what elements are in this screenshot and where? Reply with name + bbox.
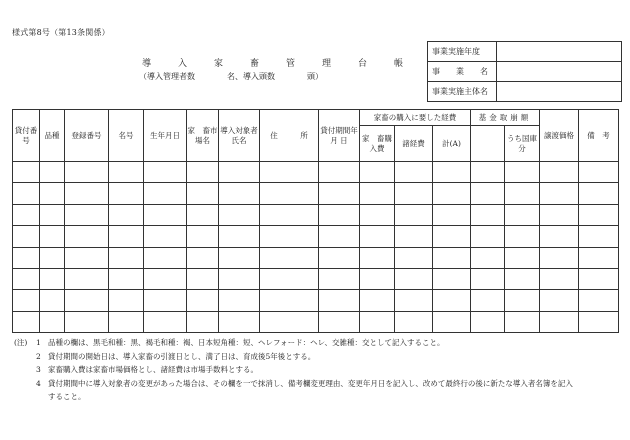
table-cell[interactable] [471,268,505,289]
table-cell[interactable] [219,204,260,225]
table-cell[interactable] [540,226,579,247]
page-title: 導 入 家 畜 管 理 台 帳 [142,59,413,69]
col-fund-group: 基金取崩額 [471,110,540,126]
table-cell[interactable] [13,204,40,225]
table-cell[interactable] [540,162,579,183]
table-cell[interactable] [40,162,65,183]
table-cell[interactable] [187,204,219,225]
note-number: 1 [36,338,41,347]
implementer-field[interactable] [497,82,622,102]
table-cell[interactable] [40,311,65,332]
table-cell[interactable] [40,268,65,289]
table-cell[interactable] [260,311,319,332]
table-cell[interactable] [471,162,505,183]
table-cell[interactable] [109,311,144,332]
table-cell[interactable] [13,268,40,289]
note-text: 品種の欄は、黒毛和種：黒、褐毛和種：褐、日本短角種：短、ヘレフォード：ヘレ、交雑種：交として記入すること。 [48,338,445,347]
table-cell[interactable] [319,290,360,311]
table-cell[interactable] [395,204,433,225]
table-cell[interactable] [144,268,187,289]
info-label: 事 業 名 [428,62,497,82]
table-cell[interactable] [65,247,109,268]
table-cell[interactable] [144,183,187,204]
note-number: 2 [36,351,41,361]
table-cell[interactable] [395,226,433,247]
col-birth: 生年月日 [144,110,187,162]
table-cell[interactable] [260,290,319,311]
col-national: うち国庫分 [505,126,540,162]
table-cell[interactable] [65,311,109,332]
table-row [13,183,619,204]
col-address: 住 所 [260,110,319,162]
info-label: 事業実施年度 [428,42,497,62]
ledger-body [13,162,619,333]
table-cell[interactable] [540,247,579,268]
table-cell[interactable] [395,268,433,289]
table-cell[interactable] [187,226,219,247]
col-fund-blank [471,126,505,162]
table-cell[interactable] [319,162,360,183]
table-cell[interactable] [109,226,144,247]
table-cell[interactable] [319,226,360,247]
col-name: 名号 [109,110,144,162]
col-expense-group: 家畜の購入に要した経費 [360,110,471,126]
note-item [14,363,620,377]
note-text: 家畜購入費は家畜市場価格とし、諸経費は市場手数料とする。 [48,365,258,374]
table-cell[interactable] [319,311,360,332]
info-row [428,82,622,102]
table-row [13,162,619,183]
table-cell[interactable] [471,204,505,225]
table-cell[interactable] [13,290,40,311]
table-cell[interactable] [579,311,619,332]
table-cell[interactable] [187,247,219,268]
table-cell[interactable] [319,268,360,289]
table-row [13,311,619,332]
page-subtitle: （導入管理者数 名、導入頭数 頭） [139,72,323,81]
table-cell[interactable] [109,290,144,311]
col-remarks: 備 考 [579,110,619,162]
table-cell[interactable] [505,162,540,183]
table-cell[interactable] [433,290,471,311]
table-cell[interactable] [540,268,579,289]
table-cell[interactable] [144,204,187,225]
info-label: 事業実施主体名 [428,82,497,102]
table-cell[interactable] [144,226,187,247]
table-cell[interactable] [109,183,144,204]
table-cell[interactable] [505,183,540,204]
note-item [14,350,620,364]
table-cell[interactable] [579,204,619,225]
col-loan-no: 貸付番号 [13,110,40,162]
table-cell[interactable] [433,268,471,289]
table-cell[interactable] [260,204,319,225]
table-cell[interactable] [395,247,433,268]
table-cell[interactable] [540,290,579,311]
table-row [13,204,619,225]
table-cell[interactable] [40,183,65,204]
table-cell[interactable] [433,204,471,225]
table-cell[interactable] [40,204,65,225]
table-cell[interactable] [471,183,505,204]
table-cell[interactable] [433,247,471,268]
table-cell[interactable] [65,226,109,247]
table-cell[interactable] [433,183,471,204]
table-cell[interactable] [471,311,505,332]
table-cell[interactable] [187,268,219,289]
header-row [13,110,619,126]
note-number: 4 [36,378,41,388]
table-cell[interactable] [260,226,319,247]
table-cell[interactable] [65,268,109,289]
note-continuation: すること。 [48,392,86,401]
table-cell[interactable] [219,268,260,289]
table-cell[interactable] [360,247,395,268]
table-cell[interactable] [260,162,319,183]
table-cell[interactable] [505,204,540,225]
table-cell[interactable] [579,162,619,183]
table-cell[interactable] [187,183,219,204]
table-cell[interactable] [219,311,260,332]
table-cell[interactable] [360,183,395,204]
table-row [13,268,619,289]
table-cell[interactable] [219,162,260,183]
table-cell[interactable] [13,226,40,247]
table-cell[interactable] [360,226,395,247]
table-cell[interactable] [260,268,319,289]
table-cell[interactable] [40,290,65,311]
table-cell[interactable] [360,268,395,289]
table-cell[interactable] [579,268,619,289]
table-cell[interactable] [144,311,187,332]
table-cell[interactable] [144,162,187,183]
table-cell[interactable] [260,247,319,268]
table-cell[interactable] [505,226,540,247]
table-cell[interactable] [65,204,109,225]
table-cell[interactable] [579,290,619,311]
col-loan-period: 貸付期間年 月 日 [319,110,360,162]
table-cell[interactable] [395,183,433,204]
note-item [14,336,620,350]
table-cell[interactable] [187,290,219,311]
table-cell[interactable] [360,162,395,183]
table-cell[interactable] [40,247,65,268]
table-cell[interactable] [360,311,395,332]
notes-section [14,336,620,404]
table-cell[interactable] [471,247,505,268]
table-cell[interactable] [40,226,65,247]
table-cell[interactable] [187,162,219,183]
table-cell[interactable] [505,268,540,289]
table-cell[interactable] [540,183,579,204]
project-name-field[interactable] [497,62,622,82]
ledger-table [12,109,619,333]
table-cell[interactable] [109,162,144,183]
table-cell[interactable] [319,204,360,225]
form-number: 様式第8号（第13条関係） [12,28,110,37]
col-recipient: 導入対象者氏名 [219,110,260,162]
table-cell[interactable] [13,183,40,204]
col-purchase: 家 畜購入費 [360,126,395,162]
table-cell[interactable] [395,311,433,332]
table-cell[interactable] [540,311,579,332]
note-text: 貸付期間の開始日は、導入家畜の引渡日とし、満了日は、育成後5年後とする。 [48,351,316,361]
col-misc: 諸経費 [395,126,433,162]
table-cell[interactable] [109,268,144,289]
table-cell[interactable] [219,183,260,204]
table-row [13,226,619,247]
table-cell[interactable] [144,290,187,311]
table-cell[interactable] [433,311,471,332]
table-cell[interactable] [109,247,144,268]
table-cell[interactable] [65,290,109,311]
table-cell[interactable] [109,204,144,225]
col-transfer: 譲渡価格 [540,110,579,162]
note-item [14,377,620,391]
info-row [428,42,622,62]
table-cell[interactable] [395,162,433,183]
table-cell[interactable] [505,290,540,311]
table-cell[interactable] [144,247,187,268]
table-cell[interactable] [579,183,619,204]
col-reg-no: 登録番号 [65,110,109,162]
table-cell[interactable] [219,247,260,268]
fiscal-year-field[interactable] [497,42,622,62]
table-cell[interactable] [433,226,471,247]
table-cell[interactable] [219,226,260,247]
table-cell[interactable] [65,162,109,183]
table-cell[interactable] [471,226,505,247]
table-cell[interactable] [471,290,505,311]
table-cell[interactable] [505,247,540,268]
table-cell[interactable] [219,290,260,311]
table-cell[interactable] [13,311,40,332]
table-cell[interactable] [540,204,579,225]
table-cell[interactable] [13,162,40,183]
table-row [13,290,619,311]
table-cell[interactable] [433,162,471,183]
col-breed: 品種 [40,110,65,162]
table-cell[interactable] [360,290,395,311]
table-cell[interactable] [13,247,40,268]
table-cell[interactable] [260,183,319,204]
col-total: 計(A) [433,126,471,162]
table-cell[interactable] [579,226,619,247]
note-number: 3 [36,365,41,374]
notes-prefix: (注) [14,338,28,347]
table-cell[interactable] [579,247,619,268]
table-cell[interactable] [319,247,360,268]
table-cell[interactable] [187,311,219,332]
table-row [13,247,619,268]
table-cell[interactable] [65,183,109,204]
note-text: 貸付期間中に導入対象者の変更があった場合は、その欄を一で抹消し、備考欄変更理由、変更年月日を記入し、改めて最終行の後に新たな導入者名簿を記入 [48,378,573,388]
info-row [428,62,622,82]
table-cell[interactable] [319,183,360,204]
info-box [427,41,622,102]
col-market: 家 畜市場名 [187,110,219,162]
table-cell[interactable] [395,290,433,311]
table-cell[interactable] [360,204,395,225]
table-cell[interactable] [505,311,540,332]
